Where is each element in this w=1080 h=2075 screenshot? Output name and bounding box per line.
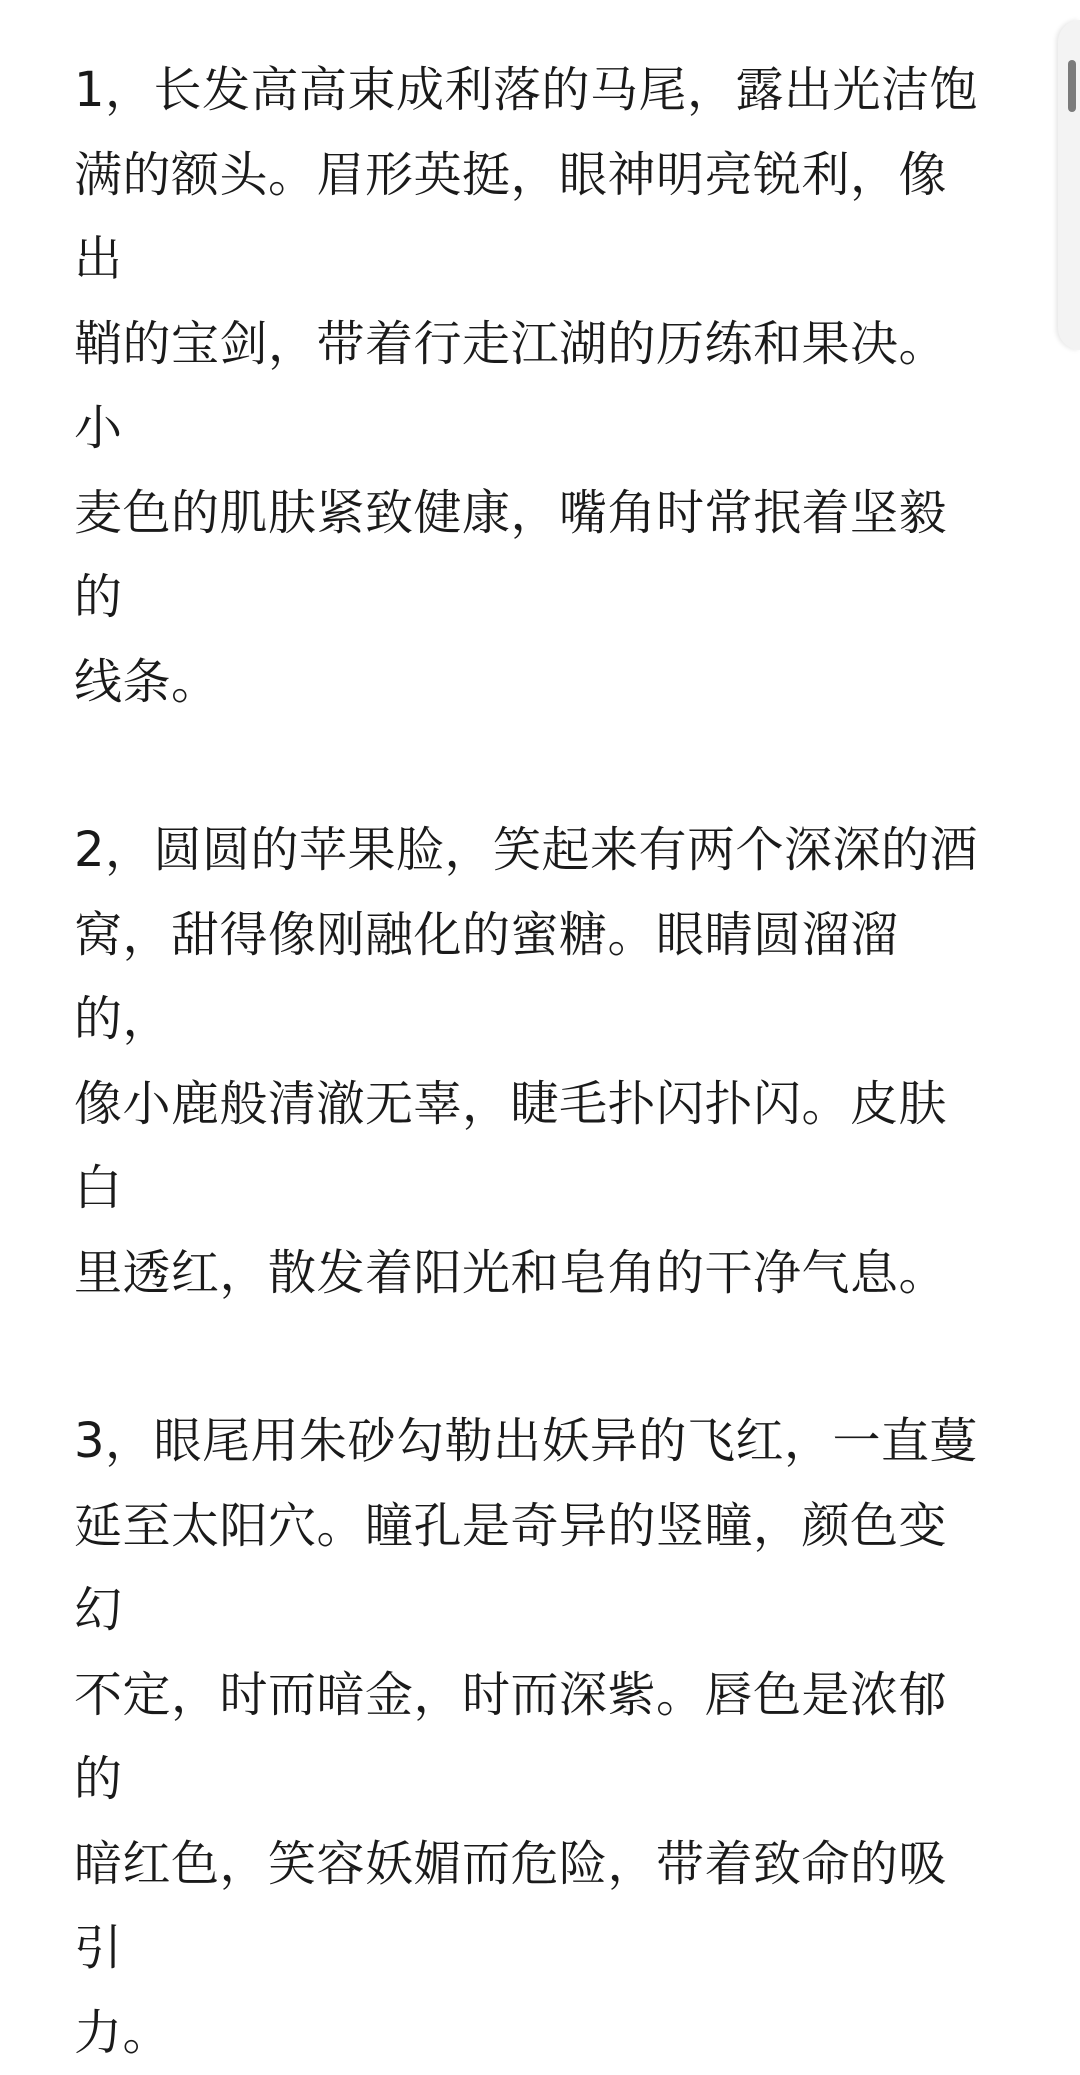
article-body xyxy=(74,48,994,2075)
scrollbar[interactable] xyxy=(1058,20,1080,350)
description-paragraph-2: 2，圆圆的苹果脸，笑起来有两个深深的酒 窝，甜得像刚融化的蜜糖。眼睛圆溜溜的， 像小鹿般清澈无辜，睫毛扑闪扑闪。皮肤白 里透红，散发着阳光和皂角的干净气息。 xyxy=(74,822,979,1301)
description-paragraph-1: 1，长发高高束成利落的马尾，露出光洁饱 满的额头。眉形英挺，眼神明亮锐利，像出 鞘的宝剑，带着行走江湖的历练和果决。小 麦色的肌肤紧致健康，嘴角时常抿着坚毅的 线条。 xyxy=(74,62,979,710)
description-paragraph-3: 3，眼尾用朱砂勾勒出妖异的飞红，一直蔓 延至太阳穴。瞳孔是奇异的竖瞳，颜色变幻 不定，时而暗金，时而深紫。唇色是浓郁的 暗红色，笑容妖媚而危险，带着致命的吸引 力。 xyxy=(74,1413,979,2061)
scrollbar-thumb[interactable] xyxy=(1068,60,1076,112)
